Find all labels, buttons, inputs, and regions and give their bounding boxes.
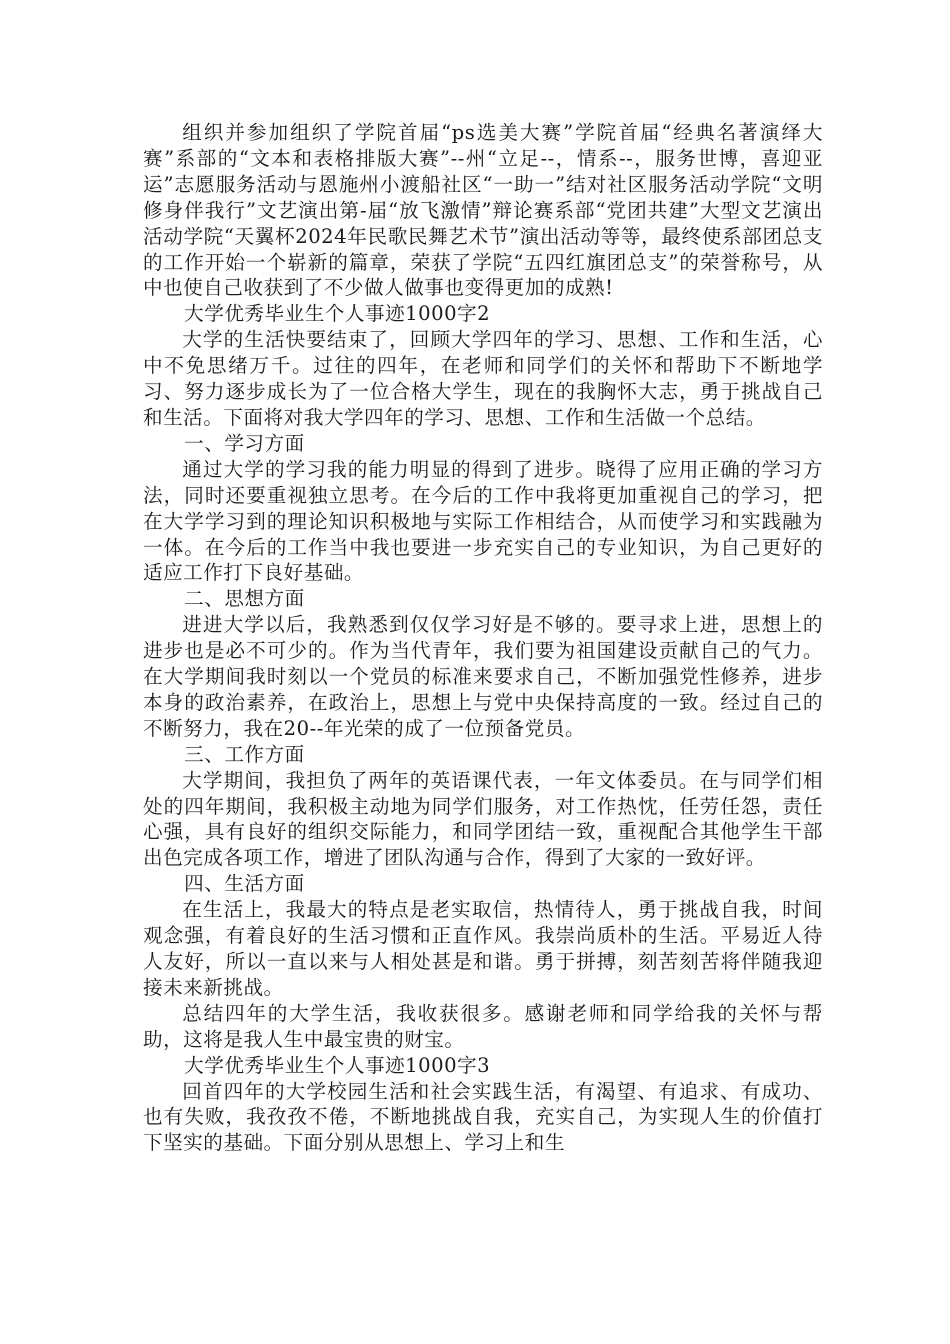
- section-title-2: 大学优秀毕业生个人事迹1000字2: [184, 302, 491, 326]
- paragraph-work: 大学期间，我担负了两年的英语课代表，一年文体委员。在与同学们相处的四年期间，我积极主动地为同学们服务，对工作热忱，任劳任怨，责任心强，具有良好的组织交际能力，和同学团结一致，重视配合其他学生干部出色完成各项工作，增进了团队沟通与合作，得到了大家的一致好评。: [143, 768, 823, 870]
- paragraph-retrospect: 回首四年的大学校园生活和社会实践生活，有渴望、有追求、有成功、也有失败，我孜孜不倦，不断地挑战自我，充实自己，为实现人生的价值打下坚实的基础。下面分别从思想上、学习上和生: [143, 1079, 823, 1155]
- paragraph-thought: 进进大学以后，我熟悉到仅仅学习好是不够的。要寻求上进，思想上的进步也是必不可少的。作为当代青年，我们要为祖国建设贡献自己的气力。在大学期间我时刻以一个党员的标准来要求自己，不断加强党性修养，进步本身的政治素养，在政治上，思想上与党中央保持高度的一致。经过自己的不断努力，我在20--年光荣的成了一位预备党员。: [143, 613, 823, 740]
- paragraph-activities: 组织并参加组织了学院首届“ps选美大赛”学院首届“经典名著演绎大赛”系部的“文本和表格排版大赛”--州“立足--，情系--，服务世博，喜迎亚运”志愿服务活动与恩施州小渡船社区“一助一”结对社区服务活动学院“文明修身伴我行”文艺演出第-届“放飞激情”辩论赛系部“党团共建”大型文艺演出活动学院“天翼杯2024年民歌民舞艺术节”演出活动等等，最终使系部团总支的工作开始一个崭新的篇章，荣获了学院“五四红旗团总支”的荣誉称号，从中也使自己收获到了不少做人做事也变得更加的成熟!: [143, 121, 823, 300]
- document-body: [143, 120, 823, 1156]
- paragraph-study: 通过大学的学习我的能力明显的得到了进步。晓得了应用正确的学习方法，同时还要重视独立思考。在今后的工作中我将更加重视自己的学习，把在大学学习到的理论知识积极地与实际工作相结合，从而使学习和实践融为一体。在今后的工作当中我也要进一步充实自己的专业知识，为自己更好的适应工作打下良好基础。: [143, 457, 823, 585]
- paragraph-life: 在生活上，我最大的特点是老实取信，热情待人，勇于挑战自我，时间观念强，有着良好的生活习惯和正直作风。我崇尚质朴的生活。平易近人待人友好，所以一直以来与人相处甚是和谐。勇于拼搏，刻苦刻苦将伴随我迎接未来新挑战。: [143, 898, 823, 999]
- paragraph-intro: 大学的生活快要结束了，回顾大学四年的学习、思想、工作和生活，心中不免思绪万千。过往的四年，在老师和同学们的关怀和帮助下不断地学习、努力逐步成长为了一位合格大学生，现在的我胸怀大志，勇于挑战自己和生活。下面将对我大学四年的学习、思想、工作和生活做一个总结。: [143, 328, 823, 429]
- section-title-3: 大学优秀毕业生个人事迹1000字3: [184, 1053, 491, 1077]
- subheading-study: 一、学习方面: [184, 431, 305, 455]
- subheading-life: 四、生活方面: [184, 872, 305, 896]
- subheading-thought: 二、思想方面: [184, 587, 305, 611]
- paragraph-summary: 总结四年的大学生活，我收获很多。感谢老师和同学给我的关怀与帮助，这将是我人生中最宝贵的财宝。: [143, 1001, 823, 1051]
- subheading-work: 三、工作方面: [184, 742, 305, 766]
